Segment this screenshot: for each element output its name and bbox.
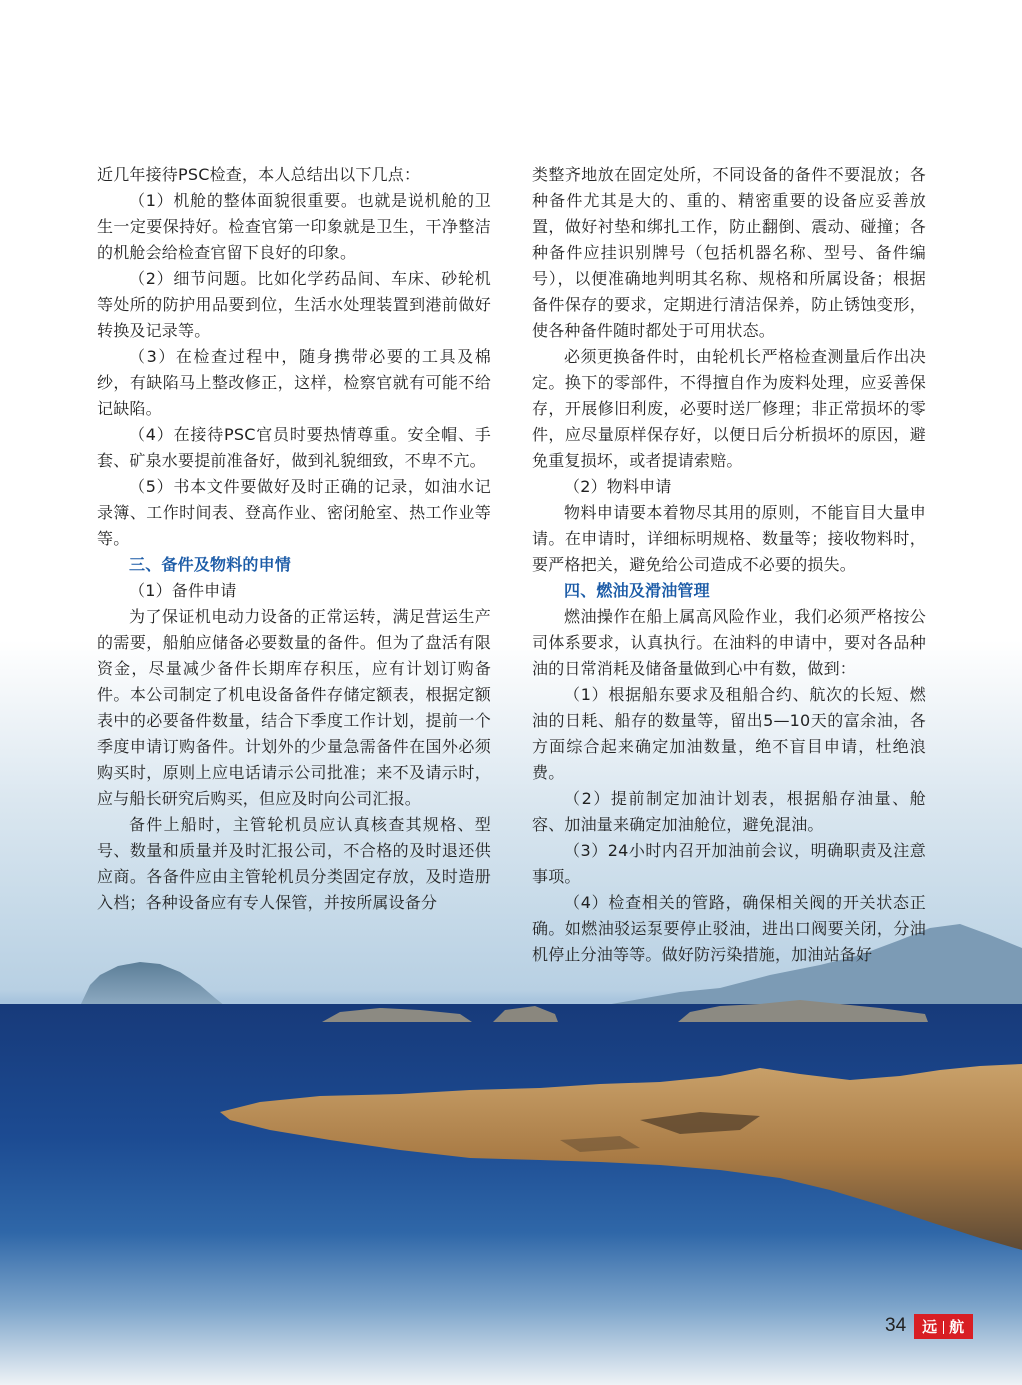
magazine-logo: 远 航: [914, 1314, 973, 1339]
section-heading: 三、备件及物料的申情: [129, 555, 292, 574]
paragraph: 类整齐地放在固定处所，不同设备的备件不要混放；各种备件尤其是大的、重的、精密重要的设备应妥善放置，做好衬垫和绑扎工作，防止翻倒、震动、碰撞；各种备件应挂识别牌号（包括机器名称、型号、备件编号），以便准确地判明其名称、规格和所属设备；根据备件保存的要求，定期进行清洁保养，防止锈蚀变形，使各种备件随时都处于可用状态。: [532, 165, 926, 340]
paragraph: （3）在检查过程中，随身携带必要的工具及棉纱，有缺陷马上整改修正，这样，检察官就有可能不给记缺陷。: [97, 347, 491, 418]
paragraph: （1）根据船东要求及租船合约、航次的长短、燃油的日耗、船存的数量等，留出5—10天的富余油，各方面综合起来确定加油数量，绝不盲目申请，杜绝浪费。: [532, 685, 926, 782]
paragraph: 备件上船时，主管轮机员应认真核查其规格、型号、数量和质量并及时汇报公司，不合格的及时退还供应商。各备件应由主管轮机员分类固定存放，及时造册入档；各种设备应有专人保管，并按所属设备分: [97, 815, 491, 912]
paragraph: 燃油操作在船上属高风险作业，我们必须严格按公司体系要求，认真执行。在油料的申请中，要对各品种油的日常消耗及储备量做到心中有数，做到：: [532, 607, 926, 678]
right-text-column: [532, 162, 926, 968]
paragraph: （2）细节问题。比如化学药品间、车床、砂轮机等处所的防护用品要到位，生活水处理装置到港前做好转换及记录等。: [97, 269, 491, 340]
paragraph: （5）书本文件要做好及时正确的记录，如油水记录簿、工作时间表、登高作业、密闭舱室、热工作业等等。: [97, 477, 491, 548]
paragraph: 物料申请要本着物尽其用的原则，不能盲目大量申请。在申请时，详细标明规格、数量等；接收物料时，要严格把关，避免给公司造成不必要的损失。: [532, 503, 926, 574]
paragraph: （4）检查相关的管路，确保相关阀的开关状态正确。如燃油驳运泵要停止驳油，进出口阀要关闭，分油机停止分油等等。做好防污染措施，加油站备好: [532, 893, 926, 964]
paragraph: （4）在接待PSC官员时要热情尊重。安全帽、手套、矿泉水要提前准备好，做到礼貌细致，不卑不亢。: [97, 425, 491, 470]
paragraph: （2）提前制定加油计划表，根据船存油量、舱容、加油量来确定加油舱位，避免混油。: [532, 789, 926, 834]
distant-island: [80, 962, 225, 1006]
page-number: 34: [885, 1315, 907, 1336]
paragraph: （1）备件申请: [129, 581, 237, 600]
paragraph: （2）物料申请: [564, 477, 672, 496]
paragraph: 为了保证机电动力设备的正常运转，满足营运生产的需要，船舶应储备必要数量的备件。但为了盘活有限资金，尽量减少备件长期库存积压，应有计划订购备件。本公司制定了机电设备备件存储定额表，根据定额表中的必要备件数量，结合下季度工作计划，提前一个季度申请订购备件。计划外的少量急需备件在国外必须购买时，原则上应电话请示公司批准；来不及请示时，应与船长研究后购买，但应及时向公司汇报。: [97, 607, 491, 808]
page-footer: [885, 1312, 973, 1340]
paragraph: 近几年接待PSC检查，本人总结出以下几点：: [97, 165, 421, 184]
paragraph: 必须更换备件时，由轮机长严格检查测量后作出决定。换下的零部件，不得擅自作为废料处理，应妥善保存，开展修旧利废，必要时送厂修理；非正常损坏的零件，应尽量原样保存好，以便日后分析损坏的原因，避免重复损坏，或者提请索赔。: [532, 347, 926, 470]
paragraph: （1）机舱的整体面貌很重要。也就是说机舱的卫生一定要保持好。检查官第一印象就是卫生，干净整洁的机舱会给检查官留下良好的印象。: [97, 191, 491, 262]
left-text-column: [97, 162, 491, 916]
paragraph: （3）24小时内召开加油前会议，明确职责及注意事项。: [532, 841, 926, 886]
section-heading: 四、燃油及滑油管理: [564, 581, 710, 600]
